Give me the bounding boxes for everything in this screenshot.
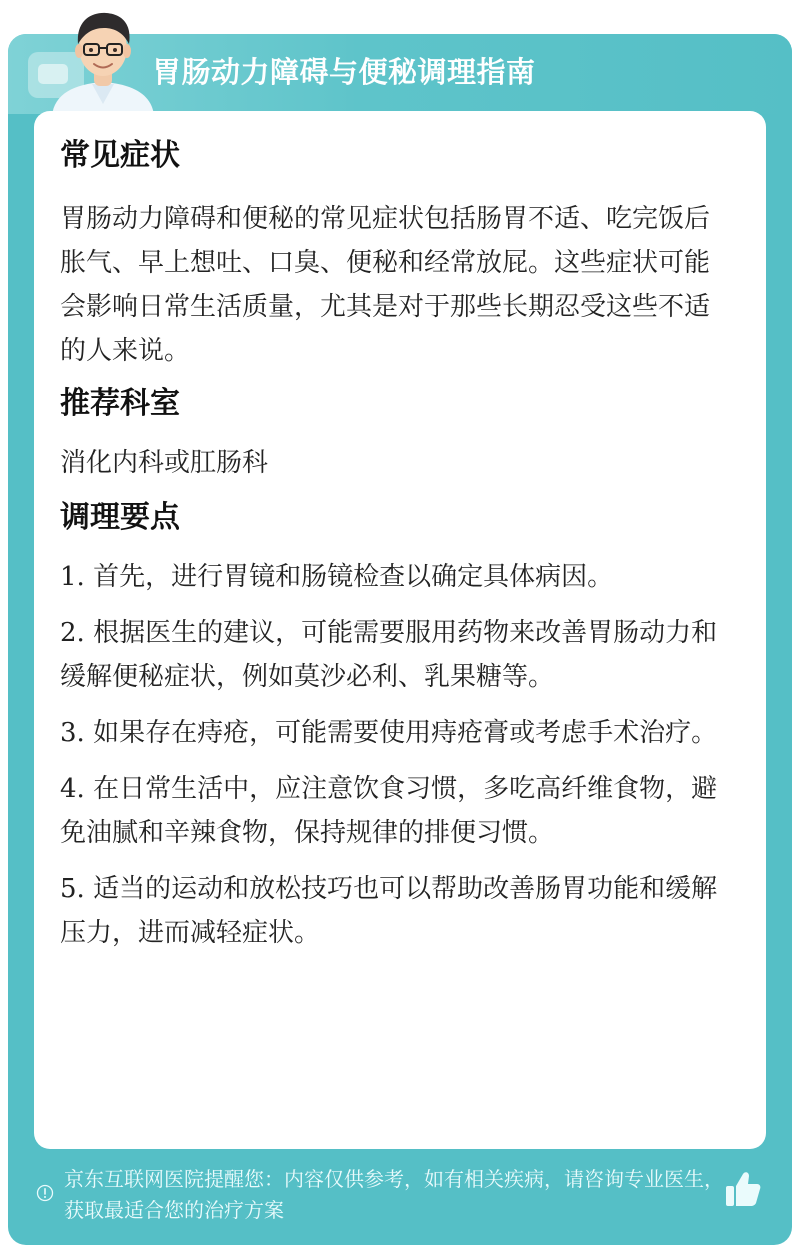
info-icon [36, 1184, 54, 1202]
symptoms-title: 常见症状 [60, 138, 180, 173]
thumbs-up-icon[interactable] [724, 1170, 762, 1210]
department-title: 推荐科室 [60, 386, 180, 421]
list-item-text: 在日常生活中，应注意饮食习惯，多吃高纤维食物，避免油腻和辛辣食物，保持规律的排便习惯。 [60, 774, 718, 848]
symptoms-text: 胃肠动力障碍和便秘的常见症状包括肠胃不适、吃完饭后胀气、早上想吐、口臭、便秘和经常放屁。这些症状可能会影响日常生活质量，尤其是对于那些长期忍受这些不适的人来说。 [60, 204, 711, 366]
list-item [60, 611, 730, 699]
content-card [34, 111, 766, 1149]
list-item-text: 首先，进行胃镜和肠镜检查以确定具体病因。 [93, 562, 614, 592]
doctor-avatar-icon [44, 6, 162, 116]
list-item [60, 711, 730, 755]
list-item-number: 1. [60, 562, 85, 592]
department-text: 消化内科或肛肠科 [60, 448, 269, 478]
list-item-number: 2. [60, 618, 85, 648]
care-list [60, 555, 730, 955]
list-item-text: 根据医生的建议，可能需要服用药物来改善胃肠动力和缓解便秘症状，例如莫沙必利、乳果糖等。 [60, 618, 718, 692]
list-item-text: 如果存在痔疮，可能需要使用痔疮膏或考虑手术治疗。 [93, 718, 718, 748]
list-item-number: 5. [60, 874, 85, 904]
list-item-number: 3. [60, 718, 85, 748]
disclaimer-text: 京东互联网医院提醒您：内容仅供参考，如有相关疾病，请咨询专业医生，获取最适合您的治疗方案 [64, 1167, 724, 1222]
list-item-text: 适当的运动和放松技巧也可以帮助改善肠胃功能和缓解压力，进而减轻症状。 [60, 874, 718, 948]
list-item [60, 867, 730, 955]
list-item [60, 767, 730, 855]
list-item [60, 555, 730, 599]
care-title: 调理要点 [60, 500, 180, 535]
list-item-number: 4. [60, 774, 85, 804]
page-title: 胃肠动力障碍与便秘调理指南 [152, 55, 536, 89]
card-body [60, 135, 730, 967]
